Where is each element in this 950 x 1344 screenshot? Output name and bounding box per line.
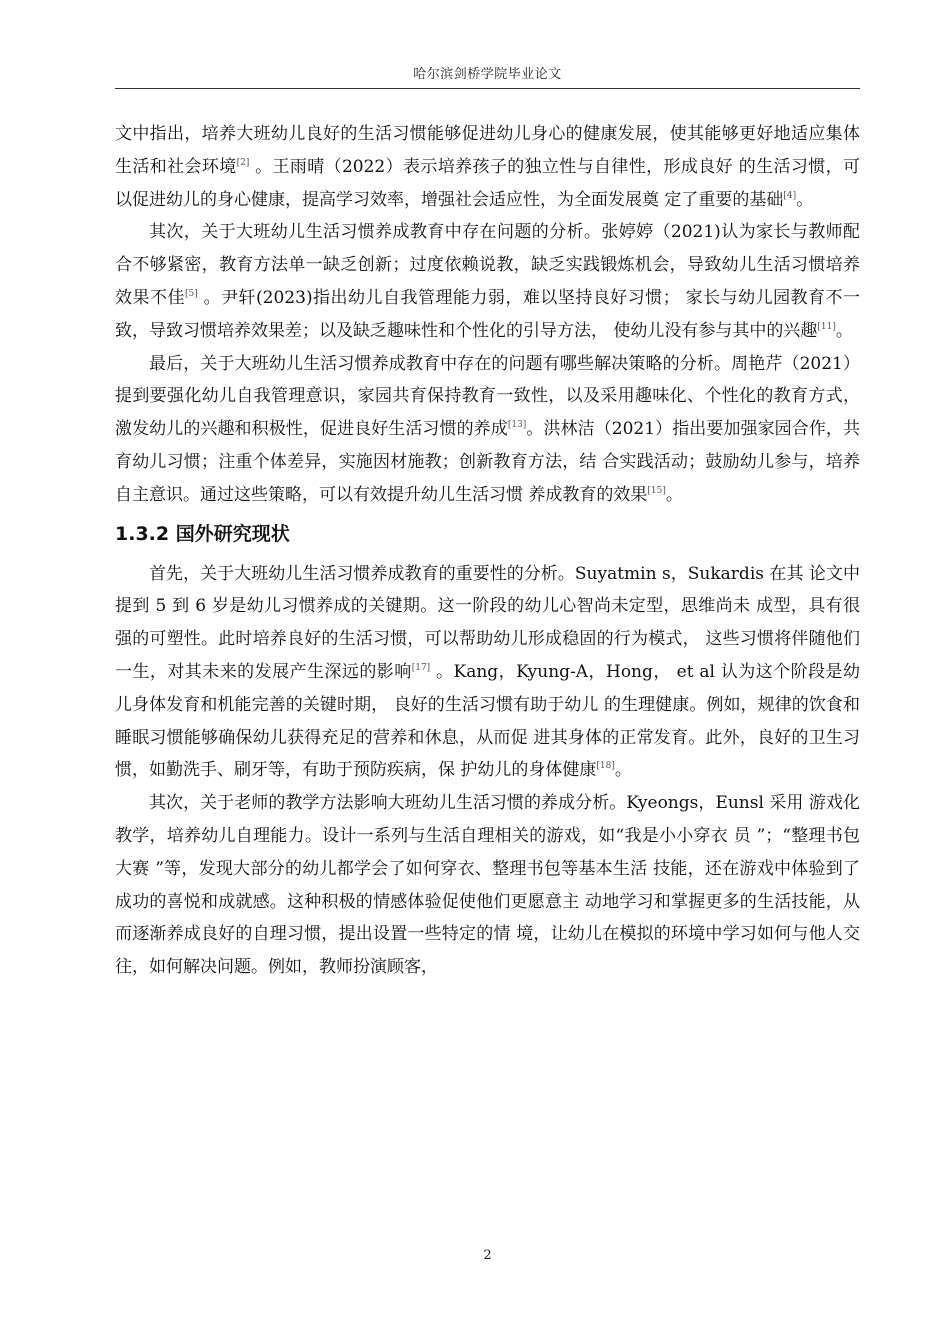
paragraph-text: 。 <box>796 189 814 210</box>
paragraph-text: 。王雨晴（2022）表示培养孩子的独立性与自律性，形成良好 的生活习惯，可以促进幼儿的身心健康，提高学习效率，增强社会适应性，为全面发展奠 定了重要的基础 <box>115 156 860 210</box>
citation-ref: [11] <box>817 321 836 332</box>
page-number: 2 <box>483 1248 492 1263</box>
paragraph-text: 。尹轩(2023)指出幼儿自我管理能力弱，难以坚持良好习惯； 家长与幼儿园教育不一致，导致习惯培养效果差；以及缺乏趣味性和个性化的引导方法， 使幼儿没有参与其中的兴趣 <box>115 287 861 341</box>
body-text <box>115 118 860 984</box>
foreign-research-block <box>115 558 860 984</box>
citation-ref: [2] <box>236 157 250 168</box>
paragraph-text: 其次，关于老师的教学方法影响大班幼儿生活习惯的养成分析。Kyeongs，Eunsl 采用 游戏化教学，培养幼儿自理能力。设计一系列与生活自理相关的游戏，如“我是小小穿衣 员 ”；“整理书包大赛 ”等，发现大部分的幼儿都学会了如何穿衣、整理书包等基本生活 技能，还在游戏中体验到了成功的喜悦和成就感。这种积极的情感体验促使他们更愿意主 动地学习和掌握更多的生活技能，从而逐渐养成良好的自理习惯，提出设置一些特定的情 境，让幼儿在模拟的环境中学习如何与他人交往，如何解决问题。例如，教师扮演顾客， <box>115 793 860 978</box>
paragraph-text: 文中指出，培养大班幼儿良好的生活习惯能够促进幼儿身心的健康发展，使其能够更好地适应集体生活和社会环境 <box>115 124 860 177</box>
paragraph-text: 其次，关于大班幼儿生活习惯养成教育中存在问题的分析。张婷婷（2021)认为家长与教师配合不够紧密，教育方法单一缺乏创新；过度依赖说教，缺乏实践锻炼机会，导致幼儿生活习惯培养效果不佳 <box>115 222 860 308</box>
paragraph-text: 。 <box>614 760 632 781</box>
section-heading: 1.3.2 国外研究现状 <box>115 522 290 545</box>
paragraph-text: 。洪林洁（2021）指出要加强家园合作，共育幼儿习惯；注重个体差异，实施因材施教；创新教育方法，结 合实践活动；鼓励幼儿参与，培养自主意识。通过这些策略，可以有效提升幼儿生活习惯 养成教育的效果 <box>115 419 861 505</box>
citation-ref: [15] <box>647 485 666 496</box>
paragraph-text: 。Kang，Kyung-A，Hong， et al 认为这个阶段是幼儿身体发育和机能完善的关键时期， 良好的生活习惯有助于幼儿 的生理健康。例如，规律的饮食和睡眠习惯能够确保幼儿获得充足的营养和休息，从而促 进其身体的正常发育。此外，良好的卫生习惯，如勤洗手、刷牙等，有助于预防疾病，保 护幼儿的身体健康 <box>115 661 860 781</box>
paragraph <box>115 787 860 984</box>
paragraph <box>115 118 860 216</box>
citation-ref: [18] <box>596 761 615 772</box>
paragraph <box>115 348 860 512</box>
citation-ref: [13] <box>507 420 527 431</box>
paragraph <box>115 558 860 788</box>
paragraph-text: 。 <box>665 484 683 505</box>
domestic-research-block <box>115 118 860 512</box>
citation-ref: [5] <box>184 288 198 299</box>
paragraph-text: 最后，关于大班幼儿生活习惯养成教育中存在的问题有哪些解决策略的分析。周艳芹（2021）提到要强化幼儿自我管理意识，家园共育保持教育一致性，以及采用趣味化、个性化的教育方式，激发幼儿的兴趣和积极性，促进良好生活习惯的养成 <box>115 353 860 440</box>
header-rule <box>115 88 860 89</box>
paragraph-text: 首先，关于大班幼儿生活习惯养成教育的重要性的分析。Suyatmin s，Sukardis 在其 论文中提到 5 到 6 岁是幼儿习惯养成的关键期。这一阶段的幼儿心智尚未定型，思维尚未 成型，具有很强的可塑性。此时培养良好的生活习惯，可以帮助幼儿形成稳固的行为模式， 这些习惯将伴随他们一生，对其未来的发展产生深远的影响 <box>115 563 860 682</box>
paragraph-text: 。 <box>835 320 853 341</box>
paragraph <box>115 216 860 347</box>
citation-ref: [17] <box>411 662 431 673</box>
running-header: 哈尔滨剑桥学院毕业论文 <box>413 67 562 82</box>
citation-ref: [4] <box>783 190 797 201</box>
